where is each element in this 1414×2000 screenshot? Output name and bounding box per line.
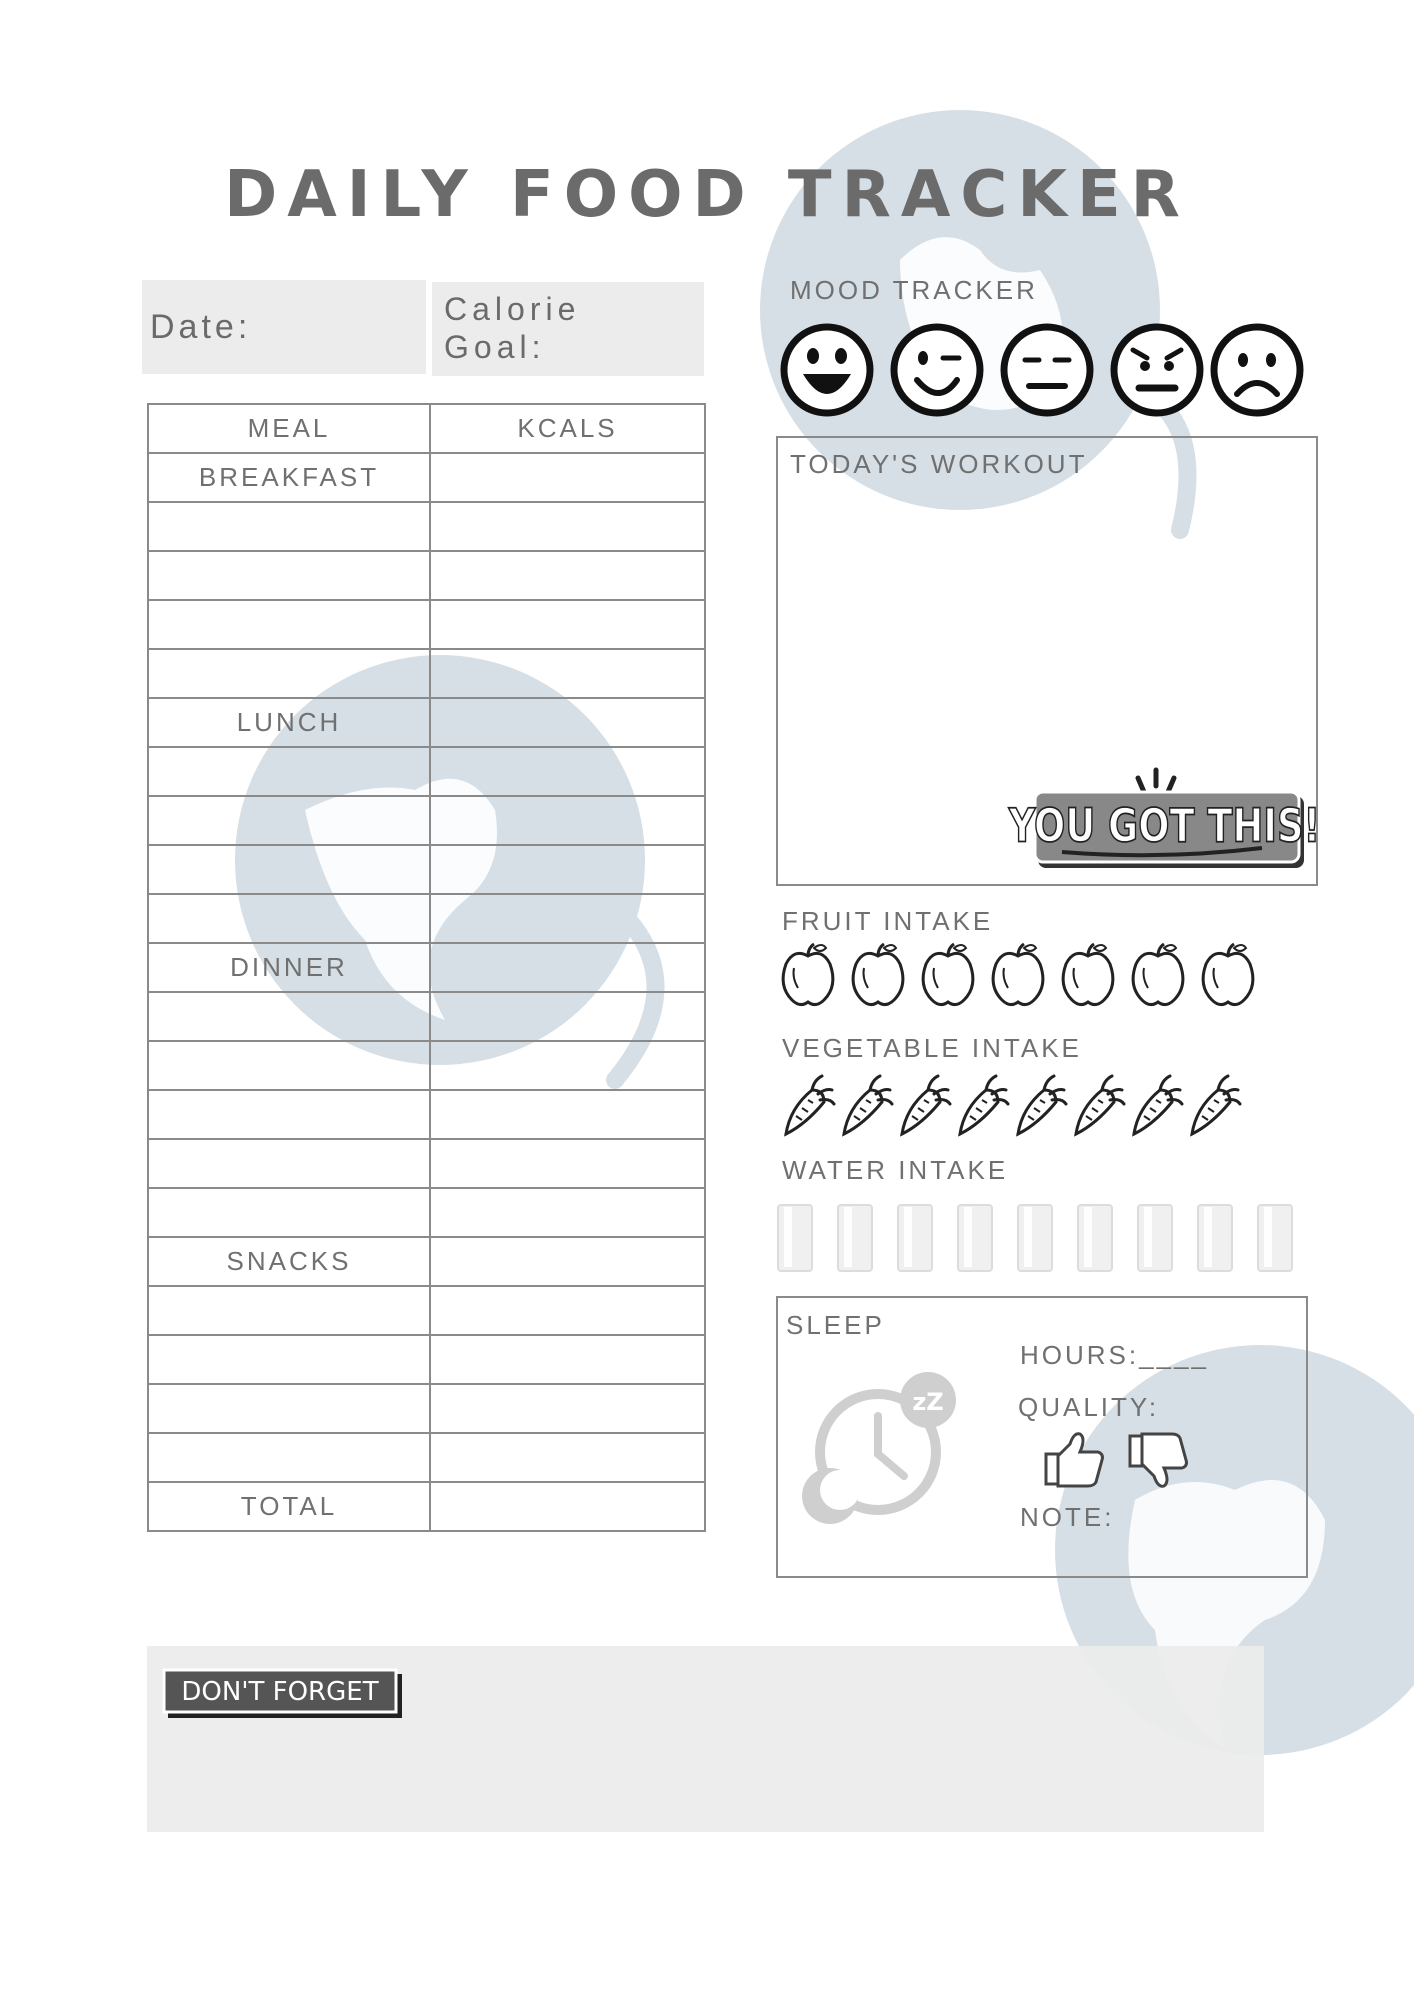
glass-icon[interactable] bbox=[1018, 1205, 1052, 1271]
kcal-cell[interactable] bbox=[430, 1188, 705, 1237]
vegetable-icons bbox=[780, 1072, 1260, 1142]
glass-icon[interactable] bbox=[1198, 1205, 1232, 1271]
meal-cell[interactable] bbox=[148, 1335, 430, 1384]
carrot-icon[interactable] bbox=[1076, 1076, 1124, 1134]
table-row[interactable] bbox=[148, 796, 705, 845]
kcal-cell[interactable] bbox=[430, 1433, 705, 1482]
apple-icon[interactable] bbox=[923, 944, 973, 1005]
apple-icon[interactable] bbox=[993, 944, 1043, 1005]
carrot-icon[interactable] bbox=[1192, 1076, 1240, 1134]
kcal-cell[interactable] bbox=[430, 992, 705, 1041]
glass-icon[interactable] bbox=[778, 1205, 812, 1271]
dont-forget-label: DON'T FORGET bbox=[181, 1677, 379, 1707]
page-title: DAILY FOOD TRACKER bbox=[224, 158, 1190, 232]
table-row[interactable] bbox=[148, 1139, 705, 1188]
calorie-label-line1: Calorie bbox=[444, 291, 581, 327]
carrot-icon[interactable] bbox=[1134, 1076, 1182, 1134]
kcal-cell[interactable] bbox=[430, 845, 705, 894]
you-got-this-sticker bbox=[1008, 752, 1321, 878]
laughing-face-icon[interactable] bbox=[784, 327, 870, 413]
meal-cell[interactable] bbox=[148, 992, 430, 1041]
table-row[interactable] bbox=[148, 551, 705, 600]
dont-forget-sticker bbox=[162, 1668, 404, 1720]
table-row[interactable] bbox=[148, 1188, 705, 1237]
kcal-cell[interactable] bbox=[430, 1090, 705, 1139]
meal-cell[interactable] bbox=[148, 649, 430, 698]
carrot-icon[interactable] bbox=[786, 1076, 834, 1134]
sad-face-icon[interactable] bbox=[1214, 327, 1300, 413]
table-row[interactable] bbox=[148, 600, 705, 649]
glass-icon[interactable] bbox=[958, 1205, 992, 1271]
angry-face-icon[interactable] bbox=[1114, 327, 1200, 413]
table-row[interactable] bbox=[148, 649, 705, 698]
kcal-cell[interactable] bbox=[430, 551, 705, 600]
apple-icon[interactable] bbox=[1203, 944, 1253, 1005]
table-row[interactable] bbox=[148, 894, 705, 943]
kcal-cell[interactable] bbox=[430, 698, 705, 747]
table-row[interactable] bbox=[148, 1237, 705, 1286]
kcal-cell[interactable] bbox=[430, 453, 705, 502]
svg-text:zZ: zZ bbox=[912, 1388, 944, 1416]
water-intake-label: WATER INTAKE bbox=[782, 1155, 1009, 1185]
dinner-label: DINNER bbox=[148, 943, 430, 992]
table-row[interactable] bbox=[148, 1433, 705, 1482]
kcal-cell[interactable] bbox=[430, 747, 705, 796]
glass-icon[interactable] bbox=[1078, 1205, 1112, 1271]
date-label: Date: bbox=[150, 308, 252, 346]
kcal-cell[interactable] bbox=[430, 1384, 705, 1433]
water-glass-icons bbox=[774, 1203, 1304, 1275]
carrot-icon[interactable] bbox=[960, 1076, 1008, 1134]
hours-label[interactable]: HOURS:____ bbox=[1020, 1340, 1209, 1370]
table-row[interactable] bbox=[148, 943, 705, 992]
snacks-label: SNACKS bbox=[148, 1237, 430, 1286]
winking-face-icon[interactable] bbox=[894, 327, 980, 413]
calorie-label-line2: Goal: bbox=[444, 329, 546, 365]
meal-cell[interactable] bbox=[148, 600, 430, 649]
table-header-row bbox=[148, 404, 705, 453]
table-row[interactable] bbox=[148, 698, 705, 747]
meal-cell[interactable] bbox=[148, 1286, 430, 1335]
meal-cell[interactable] bbox=[148, 551, 430, 600]
kcal-cell[interactable] bbox=[430, 502, 705, 551]
kcal-cell[interactable] bbox=[430, 894, 705, 943]
sticker-text: YOU GOT THIS! bbox=[1008, 798, 1321, 853]
thumbs-up-icon[interactable] bbox=[1042, 1428, 1106, 1488]
meal-cell[interactable] bbox=[148, 502, 430, 551]
table-row[interactable] bbox=[148, 1041, 705, 1090]
calorie-goal-label bbox=[444, 290, 580, 366]
fruit-intake-label: FRUIT INTAKE bbox=[782, 906, 994, 936]
kcal-cell[interactable] bbox=[430, 1286, 705, 1335]
carrot-icon[interactable] bbox=[844, 1076, 892, 1134]
table-row[interactable] bbox=[148, 1335, 705, 1384]
glass-icon[interactable] bbox=[838, 1205, 872, 1271]
glass-icon[interactable] bbox=[1138, 1205, 1172, 1271]
breakfast-label: BREAKFAST bbox=[148, 453, 430, 502]
table-row[interactable] bbox=[148, 747, 705, 796]
meal-table bbox=[147, 403, 706, 1532]
vegetable-intake-label: VEGETABLE INTAKE bbox=[782, 1033, 1082, 1063]
table-row[interactable] bbox=[148, 453, 705, 502]
kcals-column-header: KCALS bbox=[430, 404, 705, 453]
meal-cell[interactable] bbox=[148, 845, 430, 894]
table-row[interactable] bbox=[148, 502, 705, 551]
meal-cell[interactable] bbox=[148, 1433, 430, 1482]
kcal-cell[interactable] bbox=[430, 943, 705, 992]
table-row[interactable] bbox=[148, 992, 705, 1041]
table-row[interactable] bbox=[148, 1384, 705, 1433]
table-row[interactable] bbox=[148, 1286, 705, 1335]
apple-icon[interactable] bbox=[1063, 944, 1113, 1005]
mood-tracker-label: MOOD TRACKER bbox=[790, 275, 1038, 305]
total-label: TOTAL bbox=[148, 1482, 430, 1531]
meal-cell[interactable] bbox=[148, 1041, 430, 1090]
table-row[interactable] bbox=[148, 845, 705, 894]
total-row[interactable] bbox=[148, 1482, 705, 1531]
meal-cell[interactable] bbox=[148, 1139, 430, 1188]
kcal-cell[interactable] bbox=[430, 600, 705, 649]
carrot-icon[interactable] bbox=[902, 1076, 950, 1134]
fruit-icons bbox=[780, 940, 1260, 1010]
apple-icon[interactable] bbox=[1133, 944, 1183, 1005]
kcal-cell[interactable] bbox=[430, 1335, 705, 1384]
kcal-cell[interactable] bbox=[430, 649, 705, 698]
kcal-cell[interactable] bbox=[430, 1237, 705, 1286]
table-row[interactable] bbox=[148, 1090, 705, 1139]
mood-faces bbox=[780, 322, 1310, 422]
sleep-label: SLEEP bbox=[786, 1310, 885, 1340]
kcal-cell[interactable] bbox=[430, 796, 705, 845]
meal-cell[interactable] bbox=[148, 894, 430, 943]
quality-label: QUALITY: bbox=[1018, 1392, 1160, 1422]
neutral-face-icon[interactable] bbox=[1004, 327, 1090, 413]
carrot-icon[interactable] bbox=[1018, 1076, 1066, 1134]
glass-icon[interactable] bbox=[898, 1205, 932, 1271]
meal-cell[interactable] bbox=[148, 1384, 430, 1433]
thumbs-down-icon[interactable] bbox=[1126, 1432, 1190, 1492]
apple-icon[interactable] bbox=[853, 944, 903, 1005]
sleep-clock-icon bbox=[796, 1370, 962, 1530]
total-kcal-cell[interactable] bbox=[430, 1482, 705, 1531]
workout-label: TODAY'S WORKOUT bbox=[790, 449, 1088, 479]
lunch-label: LUNCH bbox=[148, 698, 430, 747]
kcal-cell[interactable] bbox=[430, 1041, 705, 1090]
meal-cell[interactable] bbox=[148, 747, 430, 796]
kcal-cell[interactable] bbox=[430, 1139, 705, 1188]
apple-icon[interactable] bbox=[783, 944, 833, 1005]
meal-cell[interactable] bbox=[148, 796, 430, 845]
meal-column-header: MEAL bbox=[148, 404, 430, 453]
meal-cell[interactable] bbox=[148, 1090, 430, 1139]
meal-cell[interactable] bbox=[148, 1188, 430, 1237]
note-label[interactable]: NOTE: bbox=[1020, 1502, 1115, 1532]
glass-icon[interactable] bbox=[1258, 1205, 1292, 1271]
